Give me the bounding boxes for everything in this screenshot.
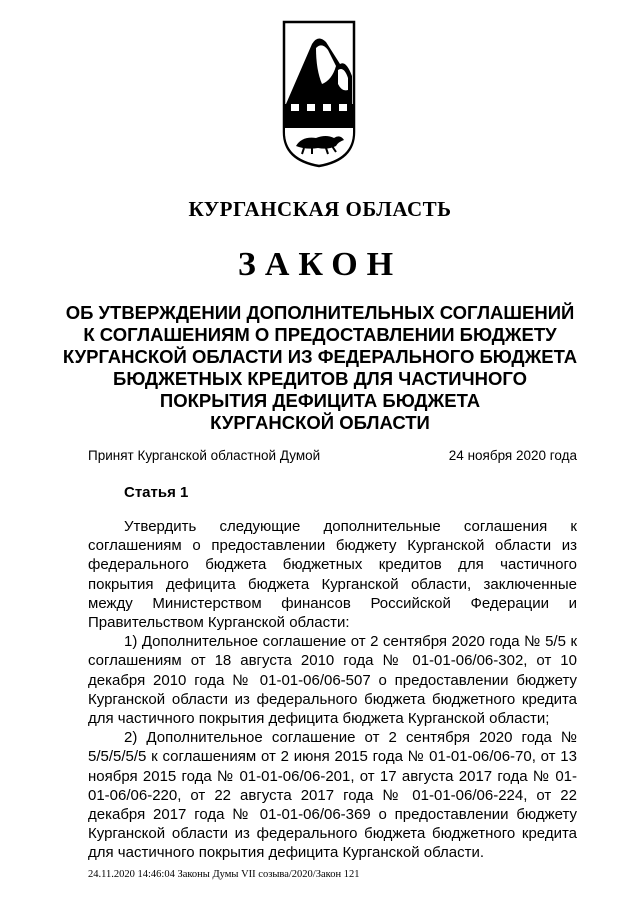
region-title: КУРГАНСКАЯ ОБЛАСТЬ	[188, 197, 452, 221]
paragraph: 1) Дополнительное соглашение от 2 сентября 2020 года № 5/5 к соглашениям от 18 августа 2010 года № 01-01-06/06-302, от 10 декабря 2010 года № 01-01-06/06-507 о предоставлении бюджету Курганской области из федерального бюджета бюджетного кредита для частичного покрытия дефицита бюджета Курганской области;	[88, 633, 577, 728]
subtitle-line: КУРГАНСКОЙ ОБЛАСТИ	[210, 412, 430, 433]
adopted-by: Принят Курганской областной Думой	[88, 448, 321, 463]
law-title: ЗАКОН	[237, 246, 403, 283]
coat-of-arms-emblem	[282, 20, 356, 168]
article-body	[88, 517, 577, 863]
paragraph: 2) Дополнительное соглашение от 2 сентября 2020 года № 5/5/5/5/5 к соглашениям от 2 июня 2015 года № 01-01-06/06-70, от 13 ноября 2015 года № 01-01-06/06-201, от 17 августа 2017 года № 01-01-06/06-220, от 22 августа 2017 года № 01-01-06/06-224, от 22 декабря 2017 года № 01-01-06/06-369 о предоставлении бюджету Курганской области из федерального бюджета бюджетного кредита для частичного покрытия дефицита Курганской области.	[88, 729, 577, 862]
subtitle-line: ОБ УТВЕРЖДЕНИИ ДОПОЛНИТЕЛЬНЫХ СОГЛАШЕНИЙ	[65, 302, 575, 323]
subtitle-line: К СОГЛАШЕНИЯМ О ПРЕДОСТАВЛЕНИИ БЮДЖЕТУ	[83, 324, 557, 345]
adopted-date: 24 ноября 2020 года	[448, 448, 577, 463]
subtitle-line: ПОКРЫТИЯ ДЕФИЦИТА БЮДЖЕТА	[159, 390, 481, 411]
adoption-info	[88, 448, 577, 463]
law-subtitle	[60, 302, 580, 434]
article-heading: Статья 1	[124, 484, 189, 501]
subtitle-line: КУРГАНСКОЙ ОБЛАСТИ ИЗ ФЕДЕРАЛЬНОГО БЮДЖЕТА	[62, 346, 578, 367]
footer-stamp: 24.11.2020 14:46:04 Законы Думы VII созыва/2020/Закон 121	[88, 869, 360, 880]
subtitle-line: БЮДЖЕТНЫХ КРЕДИТОВ ДЛЯ ЧАСТИЧНОГО	[113, 368, 527, 389]
paragraph: Утвердить следующие дополнительные соглашения к соглашениям о предоставлении бюджету Курганской области из федерального бюджета бюджетных кредитов для частичного покрытия дефицита бюджета Курганской области, заключенные между Министерством финансов Российской Федерации и Правительством Курганской области:	[88, 518, 577, 632]
